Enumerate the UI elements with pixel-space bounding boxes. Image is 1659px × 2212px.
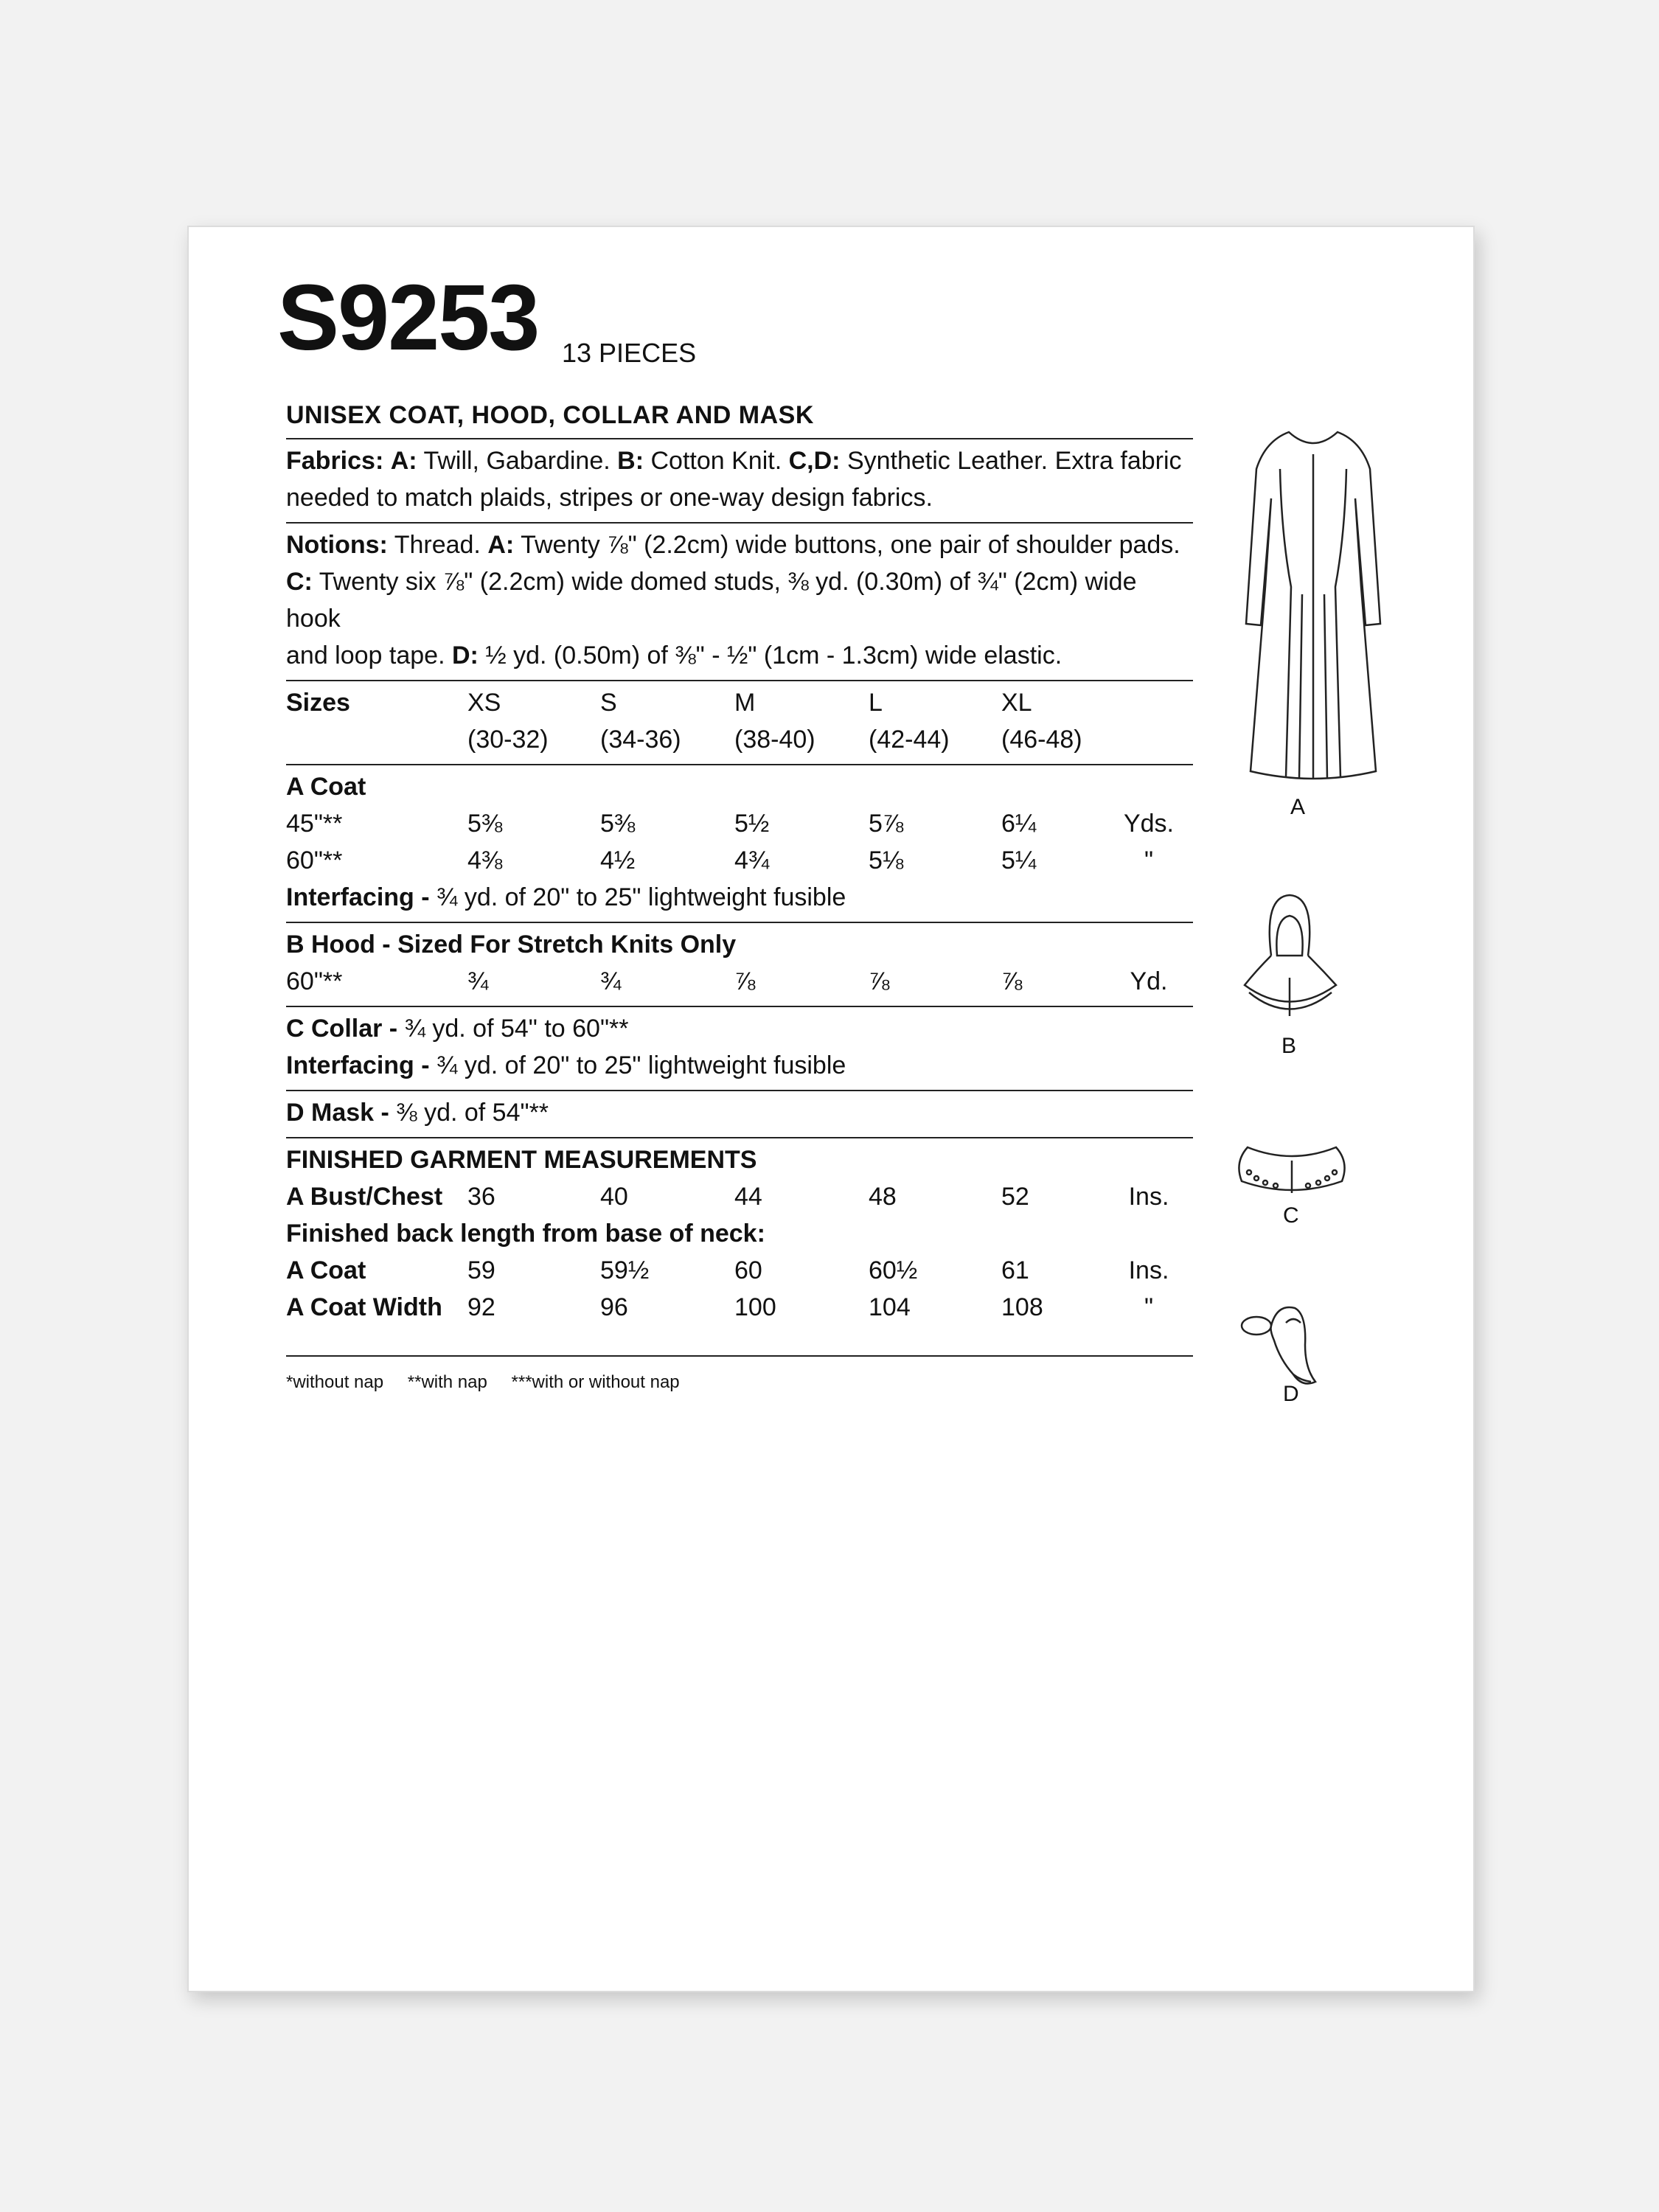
footnotes (286, 1364, 1193, 1401)
measure-label: A Bust/Chest (286, 1183, 443, 1211)
yardage-value: 5½ (734, 810, 770, 838)
yardage-value: 6¼ (1001, 810, 1037, 838)
piece-count: 13 PIECES (562, 338, 697, 368)
fabric-width: 60"** (286, 846, 343, 874)
measure-value: 40 (600, 1183, 628, 1211)
sizes-section (286, 681, 1193, 765)
interfacing-label: Interfacing - (286, 883, 430, 911)
size-name: S (600, 689, 617, 717)
fabric-width: 45"** (286, 810, 343, 838)
notion-c-text: Twenty six ⅞" (2.2cm) wide domed studs, ⅜ yd. (0.30m) of ¾" (2cm) wide hook (286, 568, 1137, 633)
coat-heading: A Coat (286, 773, 366, 801)
figure-a-label: A (1290, 795, 1306, 819)
yardage-value: 5⅜ (467, 810, 503, 838)
notions-label: Notions: (286, 531, 388, 559)
measure-value: 92 (467, 1293, 495, 1321)
measure-label: A Coat Width (286, 1293, 442, 1321)
hood-illustration (1234, 889, 1345, 1029)
mask-label: D Mask - (286, 1099, 389, 1127)
table-row (286, 842, 1193, 879)
notion-line-3: and loop tape. (286, 641, 445, 669)
yardage-value: 4¾ (734, 846, 770, 874)
measure-value: 61 (1001, 1256, 1029, 1284)
notion-a-text: Twenty ⅞" (2.2cm) wide buttons, one pair of shoulder pads. (521, 531, 1180, 559)
fabrics-section (286, 439, 1193, 524)
measure-value: 60 (734, 1256, 762, 1284)
mask-text: ⅜ yd. of 54"** (396, 1099, 549, 1127)
measure-value: 60½ (869, 1256, 918, 1284)
coat-yardage (286, 765, 1193, 923)
mask-illustration (1234, 1301, 1315, 1397)
measure-value: 96 (600, 1293, 628, 1321)
collar-label: C Collar - (286, 1015, 398, 1043)
notion-d-text: ½ yd. (0.50m) of ⅜" - ½" (1cm - 1.3cm) wide elastic. (485, 641, 1062, 669)
fabric-cd-text: Synthetic Leather. Extra fabric (846, 447, 1182, 475)
size-name: M (734, 689, 756, 717)
fabric-b-text: Cotton Knit. (650, 447, 782, 475)
collar-illustration (1233, 1140, 1351, 1199)
unit: Yd. (1130, 967, 1168, 995)
fabrics-label: Fabrics: (286, 447, 384, 475)
unit: " (1144, 1293, 1154, 1321)
footnote: **with nap (407, 1372, 487, 1392)
measurements-heading: FINISHED GARMENT MEASUREMENTS (286, 1146, 757, 1174)
fabric-b-label: B: (617, 447, 644, 475)
table-row (286, 1178, 1193, 1215)
yardage-value: 5¼ (1001, 846, 1037, 874)
size-range: (34-36) (600, 726, 681, 754)
yardage-value: 4⅜ (467, 846, 503, 874)
fabrics-line-2: needed to match plaids, stripes or one-way design fabrics. (286, 484, 933, 512)
finished-measurements (286, 1138, 1193, 1357)
measure-value: 104 (869, 1293, 911, 1321)
yardage-value: ¾ (467, 967, 489, 995)
yardage-value: 5⅞ (869, 810, 904, 838)
pattern-title: UNISEX COAT, HOOD, COLLAR AND MASK (286, 397, 1193, 439)
collar-text: ¾ yd. of 54" to 60"** (404, 1015, 629, 1043)
figure-d-label: D (1283, 1382, 1299, 1406)
fabric-a-text: Twill, Gabardine. (423, 447, 611, 475)
unit: Yds. (1123, 810, 1175, 838)
unit: Ins. (1128, 1256, 1169, 1284)
measure-value: 52 (1001, 1183, 1029, 1211)
coat-illustration (1228, 425, 1398, 793)
measure-value: 100 (734, 1293, 776, 1321)
back-length-heading: Finished back length from base of neck: (286, 1220, 765, 1248)
notion-c-label: C: (286, 568, 313, 596)
measure-value: 44 (734, 1183, 762, 1211)
notions-thread: Thread. (394, 531, 481, 559)
fabric-cd-label: C,D: (788, 447, 841, 475)
pattern-number: S9253 (277, 265, 539, 369)
size-range: (46-48) (1001, 726, 1082, 754)
measure-label: A Coat (286, 1256, 366, 1284)
size-range: (30-32) (467, 726, 549, 754)
yardage-value: ⅞ (869, 967, 890, 995)
table-row (286, 1252, 1193, 1289)
unit: Ins. (1128, 1183, 1169, 1211)
yardage-value: ⅞ (1001, 967, 1023, 995)
hood-heading: B Hood - Sized For Stretch Knits Only (286, 931, 737, 959)
table-row (286, 805, 1193, 842)
hood-yardage (286, 923, 1193, 1007)
table-row (286, 1289, 1193, 1326)
measure-value: 59 (467, 1256, 495, 1284)
figure-c-label: C (1283, 1203, 1299, 1228)
footnote: ***with or without nap (511, 1372, 680, 1392)
measure-value: 36 (467, 1183, 495, 1211)
notion-a-label: A: (487, 531, 515, 559)
interfacing-text: ¾ yd. of 20" to 25" lightweight fusible (437, 1051, 846, 1079)
fabric-width: 60"** (286, 967, 343, 995)
collar-yardage (286, 1007, 1193, 1091)
size-name: XS (467, 689, 501, 717)
footnote: *without nap (286, 1372, 384, 1392)
notions-section (286, 524, 1193, 681)
size-name: L (869, 689, 883, 717)
mask-yardage (286, 1091, 1193, 1138)
yardage-value: 5⅛ (869, 846, 904, 874)
unit: " (1144, 846, 1154, 874)
size-name: XL (1001, 689, 1032, 717)
yardage-value: 4½ (600, 846, 636, 874)
sizes-label: Sizes (286, 689, 350, 717)
measure-value: 59½ (600, 1256, 650, 1284)
yardage-chart (286, 397, 1193, 1401)
interfacing-text: ¾ yd. of 20" to 25" lightweight fusible (437, 883, 846, 911)
notion-d-label: D: (451, 641, 479, 669)
fabric-a-label: A: (390, 447, 417, 475)
yardage-value: ⅞ (734, 967, 756, 995)
interfacing-label: Interfacing - (286, 1051, 430, 1079)
measure-value: 48 (869, 1183, 897, 1211)
pattern-envelope-back (187, 226, 1475, 1992)
table-row (286, 963, 1193, 1000)
figure-b-label: B (1281, 1034, 1297, 1058)
size-range: (38-40) (734, 726, 815, 754)
yardage-value: ¾ (600, 967, 622, 995)
yardage-value: 5⅜ (600, 810, 636, 838)
size-range: (42-44) (869, 726, 950, 754)
measure-value: 108 (1001, 1293, 1043, 1321)
